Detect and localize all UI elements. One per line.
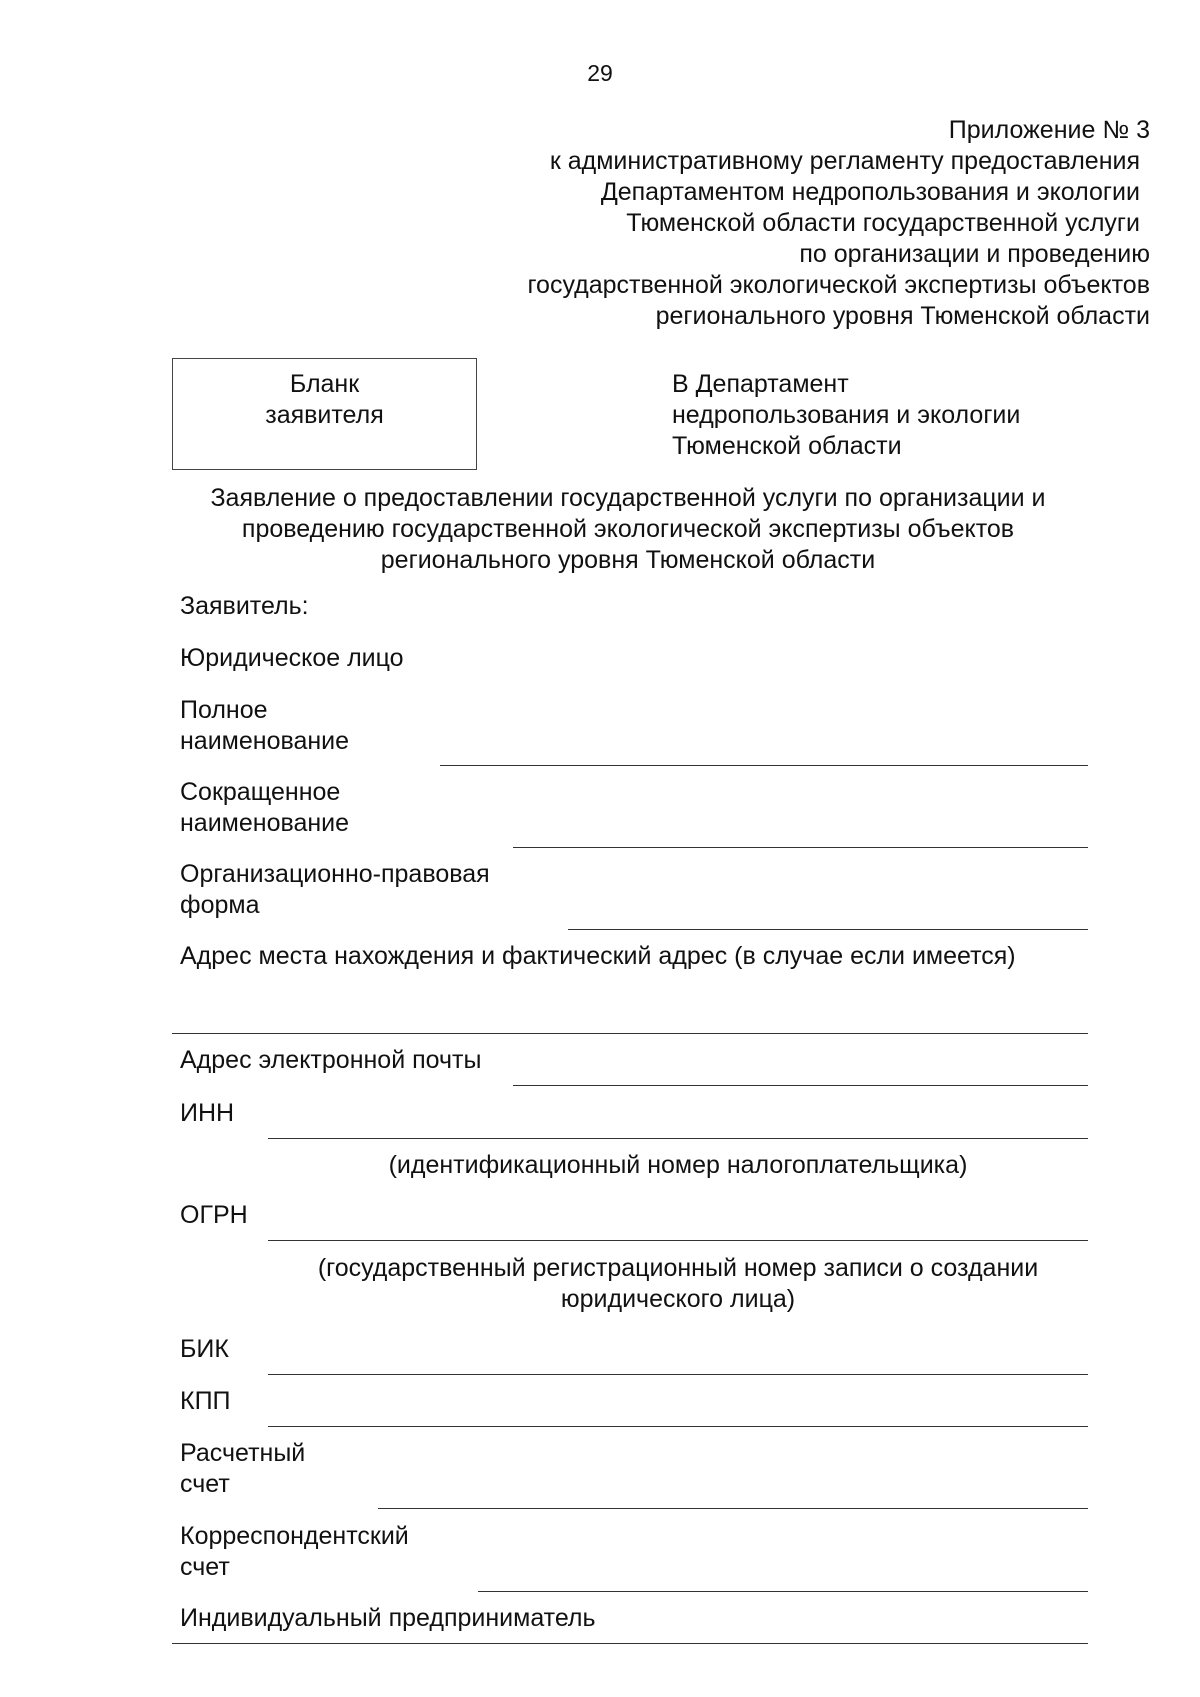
ogrn-field[interactable]: [268, 1240, 1088, 1241]
email-label: Адрес электронной почты: [180, 1046, 482, 1074]
letterhead-line: заявителя: [265, 401, 384, 429]
appendix-line: по организации и проведению: [799, 240, 1150, 268]
inn-field[interactable]: [268, 1138, 1088, 1139]
recipient-line: недропользования и экологии: [672, 401, 1021, 429]
address-label: Адрес места нахождения и фактический адрес (в случае если имеется): [180, 942, 1016, 970]
label-line: форма: [180, 891, 260, 919]
appendix-line: регионального уровня Тюменской области: [655, 302, 1150, 330]
corr-account-field[interactable]: [478, 1591, 1088, 1592]
address-field[interactable]: [172, 1033, 1088, 1034]
inn-note: (идентификационный номер налогоплательщика): [388, 1151, 968, 1179]
appendix-line: Департаментом недропользования и экологии: [600, 178, 1140, 206]
kpp-field[interactable]: [268, 1426, 1088, 1427]
bik-field[interactable]: [268, 1374, 1088, 1375]
legal-entity-label: Юридическое лицо: [180, 644, 404, 672]
label-line: счет: [180, 1553, 230, 1581]
appendix-line: Приложение № 3: [948, 116, 1150, 144]
account-field[interactable]: [378, 1508, 1088, 1509]
label-line: наименование: [180, 809, 350, 837]
recipient-block: [672, 369, 1020, 462]
inn-label: ИНН: [180, 1099, 235, 1127]
org-legal-form-field[interactable]: [568, 929, 1088, 930]
applicant-letterhead-box: [172, 358, 477, 470]
letterhead-line: Бланк: [289, 370, 360, 398]
corr-account-label: [180, 1521, 409, 1583]
short-name-field[interactable]: [513, 847, 1088, 848]
label-line: Полное: [180, 696, 268, 724]
label-line: Корреспондентский: [180, 1522, 409, 1550]
title-line: Заявление о предоставлении государственной услуги по организации и: [210, 484, 1046, 512]
appendix-line: к административному регламенту предоставления: [549, 147, 1140, 175]
kpp-label: КПП: [180, 1387, 231, 1415]
individual-entrepreneur-label: Индивидуальный предприниматель: [180, 1604, 596, 1632]
label-line: наименование: [180, 727, 350, 755]
application-title: [172, 483, 1084, 576]
recipient-line: Тюменской области: [672, 432, 902, 460]
page-number: 29: [587, 60, 613, 86]
bik-label: БИК: [180, 1335, 229, 1363]
full-name-label: [180, 695, 349, 757]
ogrn-label: ОГРН: [180, 1201, 248, 1229]
note-line: юридического лица): [560, 1285, 796, 1313]
full-name-field[interactable]: [440, 765, 1088, 766]
short-name-label: [180, 777, 349, 839]
note-line: (государственный регистрационный номер записи о создании: [317, 1254, 1039, 1282]
label-line: Расчетный: [180, 1439, 306, 1467]
ogrn-note: [268, 1253, 1088, 1315]
email-field[interactable]: [513, 1085, 1088, 1086]
recipient-line: В Департамент: [672, 370, 849, 398]
appendix-line: государственной экологической экспертизы объектов: [527, 271, 1150, 299]
label-line: счет: [180, 1470, 230, 1498]
appendix-line: Тюменской области государственной услуги: [626, 209, 1140, 237]
title-line: проведению государственной экологической экспертизы объектов: [241, 515, 1015, 543]
appendix-header: [390, 115, 1150, 332]
individual-entrepreneur-divider: [172, 1643, 1088, 1644]
applicant-label: Заявитель:: [180, 592, 309, 620]
org-legal-form-label: [180, 859, 490, 921]
title-line: регионального уровня Тюменской области: [380, 546, 876, 574]
label-line: Организационно-правовая: [180, 860, 490, 888]
account-label: [180, 1438, 305, 1500]
label-line: Сокращенное: [180, 778, 341, 806]
